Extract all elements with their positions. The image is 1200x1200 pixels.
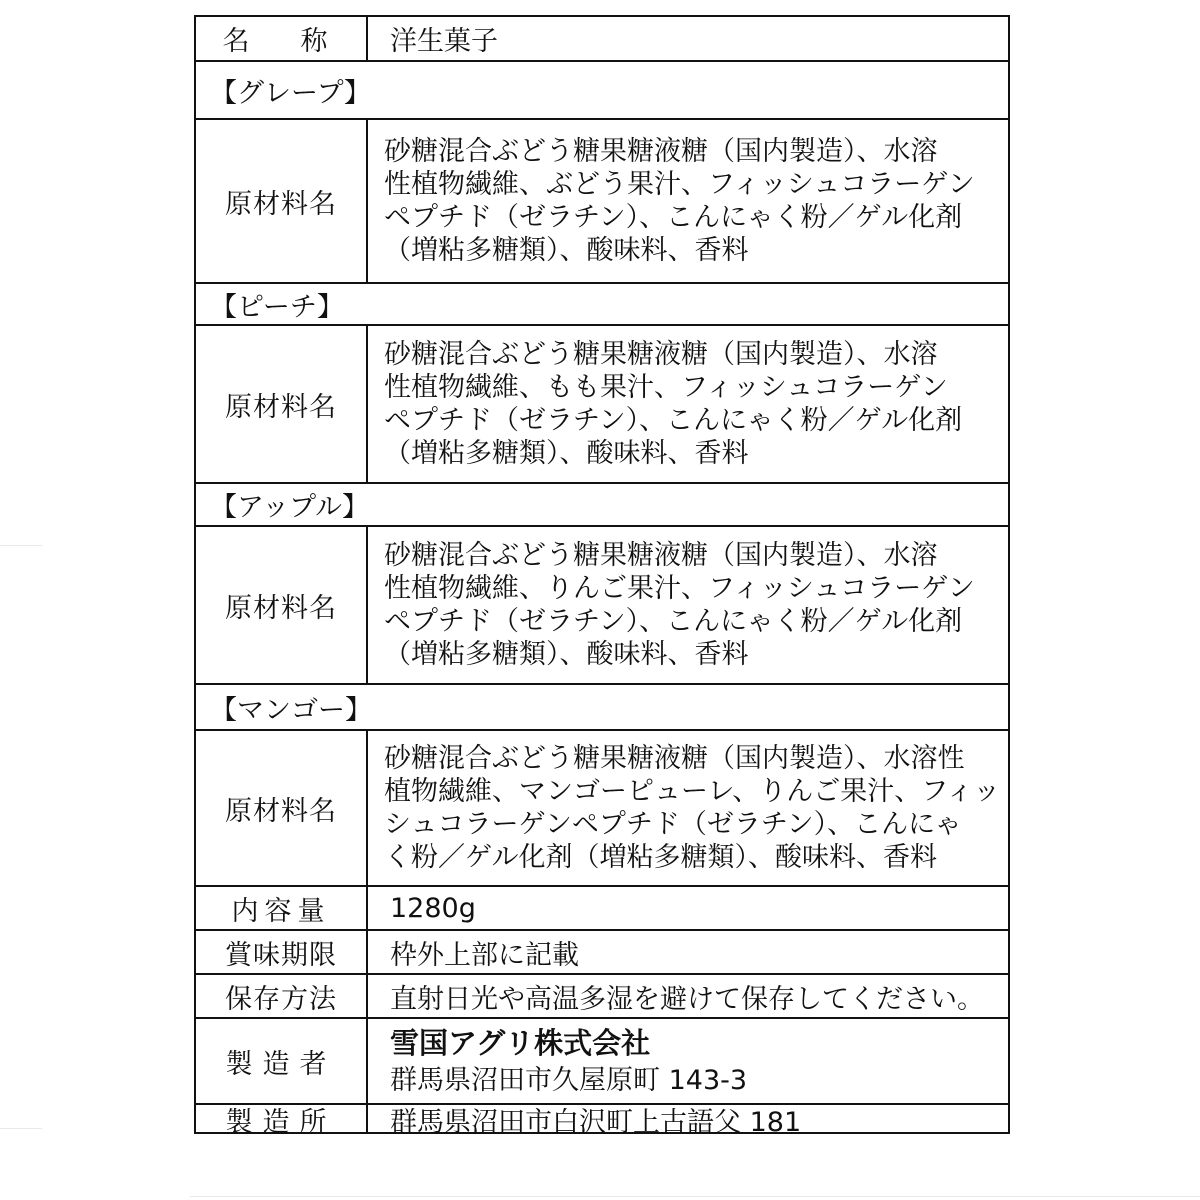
ingredient-line: ペプチド（ゼラチン）、こんにゃく粉／ゲル化剤	[384, 606, 963, 637]
storage-label: 保存方法	[196, 975, 368, 1017]
storage-row	[196, 975, 1008, 1019]
factory-label: 製造所	[196, 1105, 368, 1134]
section-heading-row	[196, 484, 1008, 527]
ingredient-line: シュコラーゲンペプチド（ゼラチン）、こんにゃ	[384, 809, 962, 840]
name-label: 名 称	[196, 17, 368, 60]
content-value: 1280g	[390, 892, 476, 924]
ingredient-line: 性植物繊維、ぶどう果汁、フィッシュコラーゲン	[384, 169, 975, 200]
maker-company: 雪国アグリ株式会社	[390, 1026, 651, 1060]
expiry-row	[196, 931, 1008, 975]
background-line	[190, 1196, 1200, 1197]
maker-address: 群馬県沼田市久屋原町 143-3	[390, 1065, 748, 1096]
ingredients-row-apple	[196, 527, 1008, 685]
ingredients-label: 原材料名	[196, 731, 368, 885]
section-heading-peach: 【ピーチ】	[210, 291, 344, 323]
ingredient-line: （増粘多糖類）、酸味料、香料	[384, 235, 749, 266]
ingredient-line: 植物繊維、マンゴーピューレ、りんご果汁、フィッ	[384, 776, 1001, 807]
ingredients-text-apple	[368, 527, 1008, 683]
ingredients-label: 原材料名	[196, 326, 368, 482]
section-heading-apple: 【アップル】	[210, 492, 370, 523]
ingredient-line: （増粘多糖類）、酸味料、香料	[384, 639, 749, 670]
ingredient-line: 砂糖混合ぶどう糖果糖液糖（国内製造）、水溶	[384, 136, 938, 167]
ingredient-line: 砂糖混合ぶどう糖果糖液糖（国内製造）、水溶	[384, 339, 938, 370]
food-label-table	[194, 15, 1010, 1138]
ingredients-text-peach	[368, 326, 1008, 482]
expiry-value: 枠外上部に記載	[390, 939, 579, 971]
ingredient-line: 砂糖混合ぶどう糖果糖液糖（国内製造）、水溶性	[384, 743, 965, 774]
ingredients-row-grape	[196, 120, 1008, 284]
ingredients-label: 原材料名	[196, 120, 368, 282]
section-heading-row	[196, 685, 1008, 731]
factory-address: 群馬県沼田市白沢町上古語父 181	[390, 1107, 802, 1138]
ingredient-line: ペプチド（ゼラチン）、こんにゃく粉／ゲル化剤	[384, 202, 963, 233]
ingredients-text-grape	[368, 120, 1008, 282]
maker-label: 製造者	[196, 1019, 368, 1103]
maker-row	[196, 1019, 1008, 1105]
ingredients-text-mango	[368, 731, 1008, 885]
ingredient-line: く粉／ゲル化剤（増粘多糖類）、酸味料、香料	[384, 842, 937, 873]
storage-value: 直射日光や高温多湿を避けて保存してください。	[390, 983, 984, 1015]
ingredients-label: 原材料名	[196, 527, 368, 683]
maker-value	[368, 1019, 1008, 1103]
ingredient-line: ペプチド（ゼラチン）、こんにゃく粉／ゲル化剤	[384, 405, 963, 436]
content-label: 内容量	[196, 887, 368, 929]
section-heading-row	[196, 284, 1008, 326]
ingredient-line: 性植物繊維、もも果汁、フィッシュコラーゲン	[384, 372, 948, 403]
section-heading-mango: 【マンゴー】	[210, 694, 372, 726]
section-heading-row	[196, 62, 1008, 120]
name-row	[196, 17, 1008, 62]
ingredient-line: （増粘多糖類）、酸味料、香料	[384, 438, 749, 469]
ingredient-line: 性植物繊維、りんご果汁、フィッシュコラーゲン	[384, 573, 975, 604]
ingredient-line: 砂糖混合ぶどう糖果糖液糖（国内製造）、水溶	[384, 540, 938, 571]
ingredients-row-mango	[196, 731, 1008, 887]
background-line	[0, 1128, 42, 1129]
factory-row	[196, 1105, 1008, 1138]
section-heading-grape: 【グレープ】	[210, 77, 371, 109]
background-line	[0, 545, 42, 546]
name-value: 洋生菓子	[390, 26, 498, 57]
content-row	[196, 887, 1008, 931]
expiry-label: 賞味期限	[196, 931, 368, 973]
ingredients-row-peach	[196, 326, 1008, 484]
